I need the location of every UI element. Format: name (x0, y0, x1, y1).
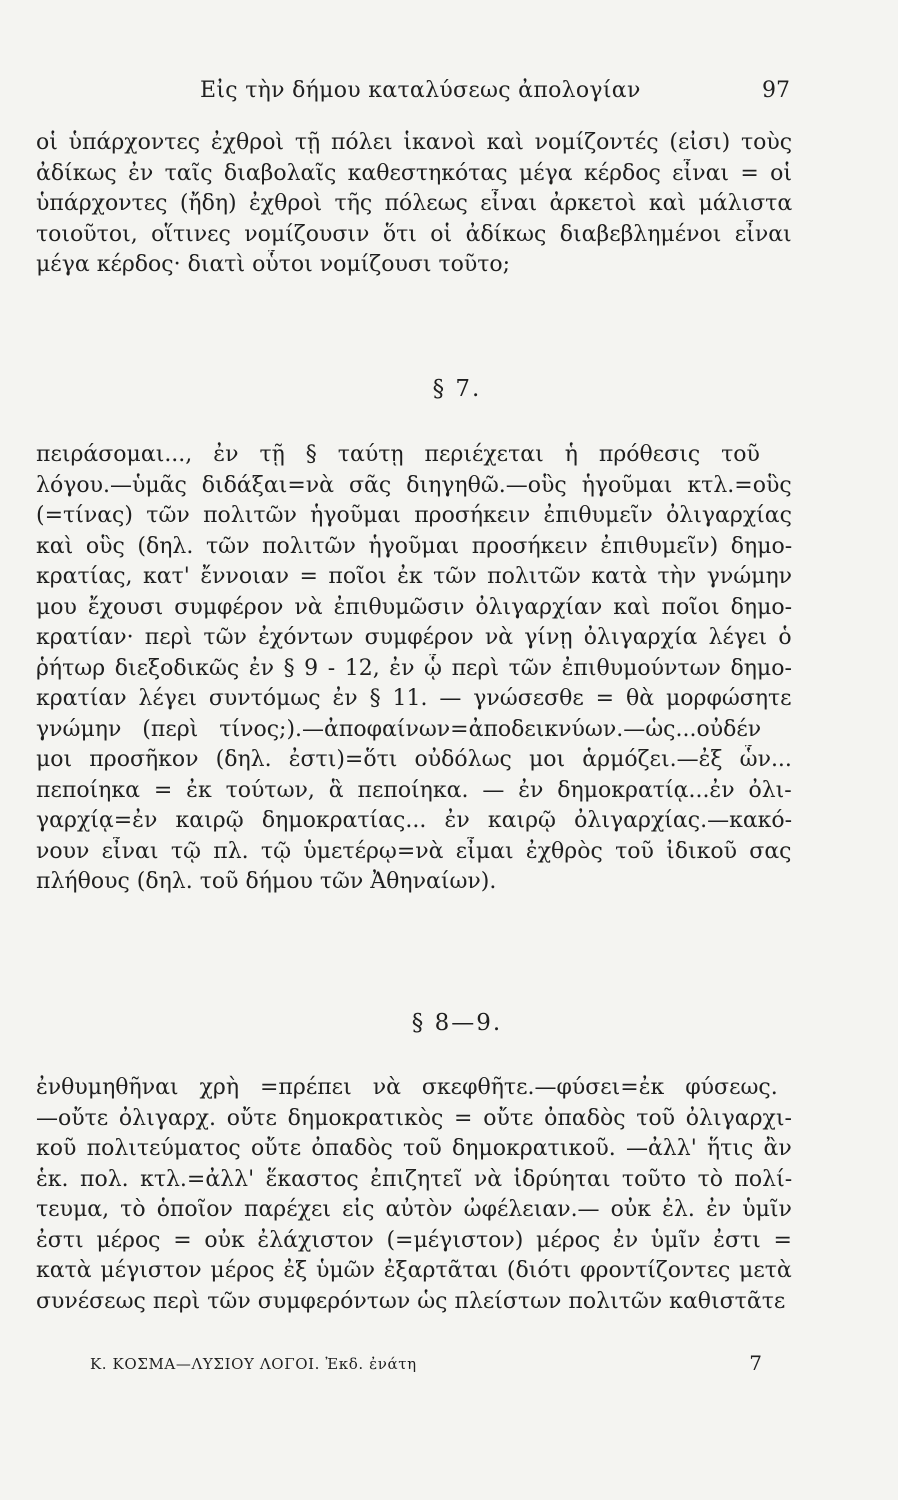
text-line: ἐστι μέρος = οὐκ ἐλάχιστον (=μέγιστον) μέρος ἐν ὑμῖν ἐστι = (36, 1227, 792, 1253)
text-line: ὑπάρχοντες (ἤδη) ἐχθροὶ τῆς πόλεως εἶναι ἀρκετοὶ καὶ μάλιστα (36, 191, 792, 216)
text-line: ἑκ. πολ. κτλ.=ἀλλ' ἕκαστος ἐπιζητεῖ νὰ ἱδρύηται τοῦτο τὸ πολί- (36, 1166, 792, 1192)
text-line: γαρχίᾳ=ἐν καιρῷ δημοκρατίας... ἐν καιρῷ ὀλιγαρχίας.—κακό- (36, 808, 792, 833)
text-line: πεποίηκα = ἐκ τούτων, ἃ πεποίηκα. — ἐν δημοκρατίᾳ...ἐν ὀλι- (36, 777, 792, 803)
text-line: κρατίαν· περὶ τῶν ἐχόντων συμφέρον νὰ γίνῃ ὀλιγαρχία λέγει ὁ (36, 625, 792, 650)
text-line: τοιοῦτοι, οἵτινες νομίζουσιν ὅτι οἱ ἀδίκως διαβεβλημένοι εἶναι (36, 221, 792, 247)
running-head (0, 78, 898, 118)
section-heading-8-9: § 8—9. (411, 1010, 503, 1036)
text-line: πλήθους (δηλ. τοῦ δήμου τῶν Ἀθηναίων). (36, 869, 497, 894)
text-line: κατὰ μέγιστον μέρος ἐξ ὑμῶν ἐξαρτᾶται (διότι φροντίζοντες μετὰ (36, 1258, 792, 1283)
text-line: μέγα κέρδος· διατὶ οὗτοι νομίζουσι τοῦτο; (36, 252, 511, 277)
commentary-paragraph-2 (36, 440, 792, 898)
text-line: ῥήτωρ διεξοδικῶς ἐν § 9 - 12, ἐν ᾧ περὶ τῶν ἐπιθυμούντων δημο- (36, 655, 792, 681)
gathering-number: 7 (749, 1351, 762, 1375)
text-line: νουν εἶναι τῷ πλ. τῷ ὑμετέρῳ=νὰ εἶμαι ἐχθρὸς τοῦ ἰδικοῦ σας (36, 838, 792, 864)
page-footer (0, 1351, 898, 1385)
text-line: ἀδίκως ἐν ταῖς διαβολαῖς καθεστηκότας μέγα κέρδος εἶναι = οἱ (36, 160, 792, 186)
text-line: κοῦ πολιτεύματος οὔτε ὀπαδὸς τοῦ δημοκρατικοῦ. —ἀλλ' ἥτις ἂν (36, 1136, 792, 1161)
footer-signature: Κ. ΚΟΣΜΑ—ΛΥΣΙΟΥ ΛΟΓΟΙ. Ἐκδ. ἐνάτη (90, 1355, 417, 1373)
text-line: μου ἔχουσι συμφέρον νὰ ἐπιθυμῶσιν ὀλιγαρχίαν καὶ ποῖοι δημο- (36, 594, 792, 620)
section-heading-7: § 7. (432, 376, 482, 402)
text-line: μοι προσῆκον (δηλ. ἐστι)=ὅτι οὐδόλως μοι ἁρμόζει.—ἐξ ὧν... (36, 747, 792, 772)
page-number: 97 (762, 78, 790, 103)
text-line: (=τίνας) τῶν πολιτῶν ἡγοῦμαι προσήκειν ἐπιθυμεῖν ὀλιγαρχίας (36, 503, 792, 528)
text-line: τευμα, τὸ ὁποῖον παρέχει εἰς αὐτὸν ὠφέλειαν.— οὐκ ἐλ. ἐν ὑμῖν (36, 1197, 792, 1222)
text-line: ἐνθυμηθῆναι χρὴ =πρέπει νὰ σκεφθῆτε.—φύσει=ἐκ φύσεως. (36, 1075, 778, 1100)
text-line: κρατίας, κατ' ἔννοιαν = ποῖοι ἐκ τῶν πολιτῶν κατὰ τὴν γνώμην (36, 564, 792, 589)
text-line: κρατίαν λέγει συντόμως ἐν § 11. — γνώσεσθε = θὰ μορφώσητε (36, 686, 792, 711)
commentary-paragraph-3 (36, 1073, 792, 1317)
text-line: συνέσεως περὶ τῶν συμφερόντων ὡς πλείστων πολιτῶν καθιστᾶτε (36, 1288, 786, 1314)
running-title: Εἰς τὴν δήμου καταλύσεως ἀπολογίαν (200, 78, 641, 103)
text-line: καὶ οὓς (δηλ. τῶν πολιτῶν ἡγοῦμαι προσήκειν ἐπιθυμεῖν) δημο- (36, 533, 792, 559)
text-line: λόγου.—ὑμᾶς διδάξαι=νὰ σᾶς διηγηθῶ.—οὓς ἡγοῦμαι κτλ.=οὓς (36, 472, 792, 498)
commentary-paragraph-1 (36, 128, 792, 281)
text-line: οἱ ὑπάρχοντες ἐχθροὶ τῇ πόλει ἱκανοὶ καὶ νομίζοντές (εἰσι) τοὺς (36, 130, 792, 155)
text-line: γνώμην (περὶ τίνος;).—ἀποφαίνων=ἀποδεικνύων.—ὡς...οὐδέν (36, 716, 762, 742)
text-line: πειράσομαι..., ἐν τῇ § ταύτῃ περιέχεται ἡ πρόθεσις τοῦ (36, 442, 760, 467)
text-line: —οὔτε ὀλιγαρχ. οὔτε δημοκρατικὸς = οὔτε ὀπαδὸς τοῦ ὀλιγαρχι- (36, 1105, 792, 1131)
